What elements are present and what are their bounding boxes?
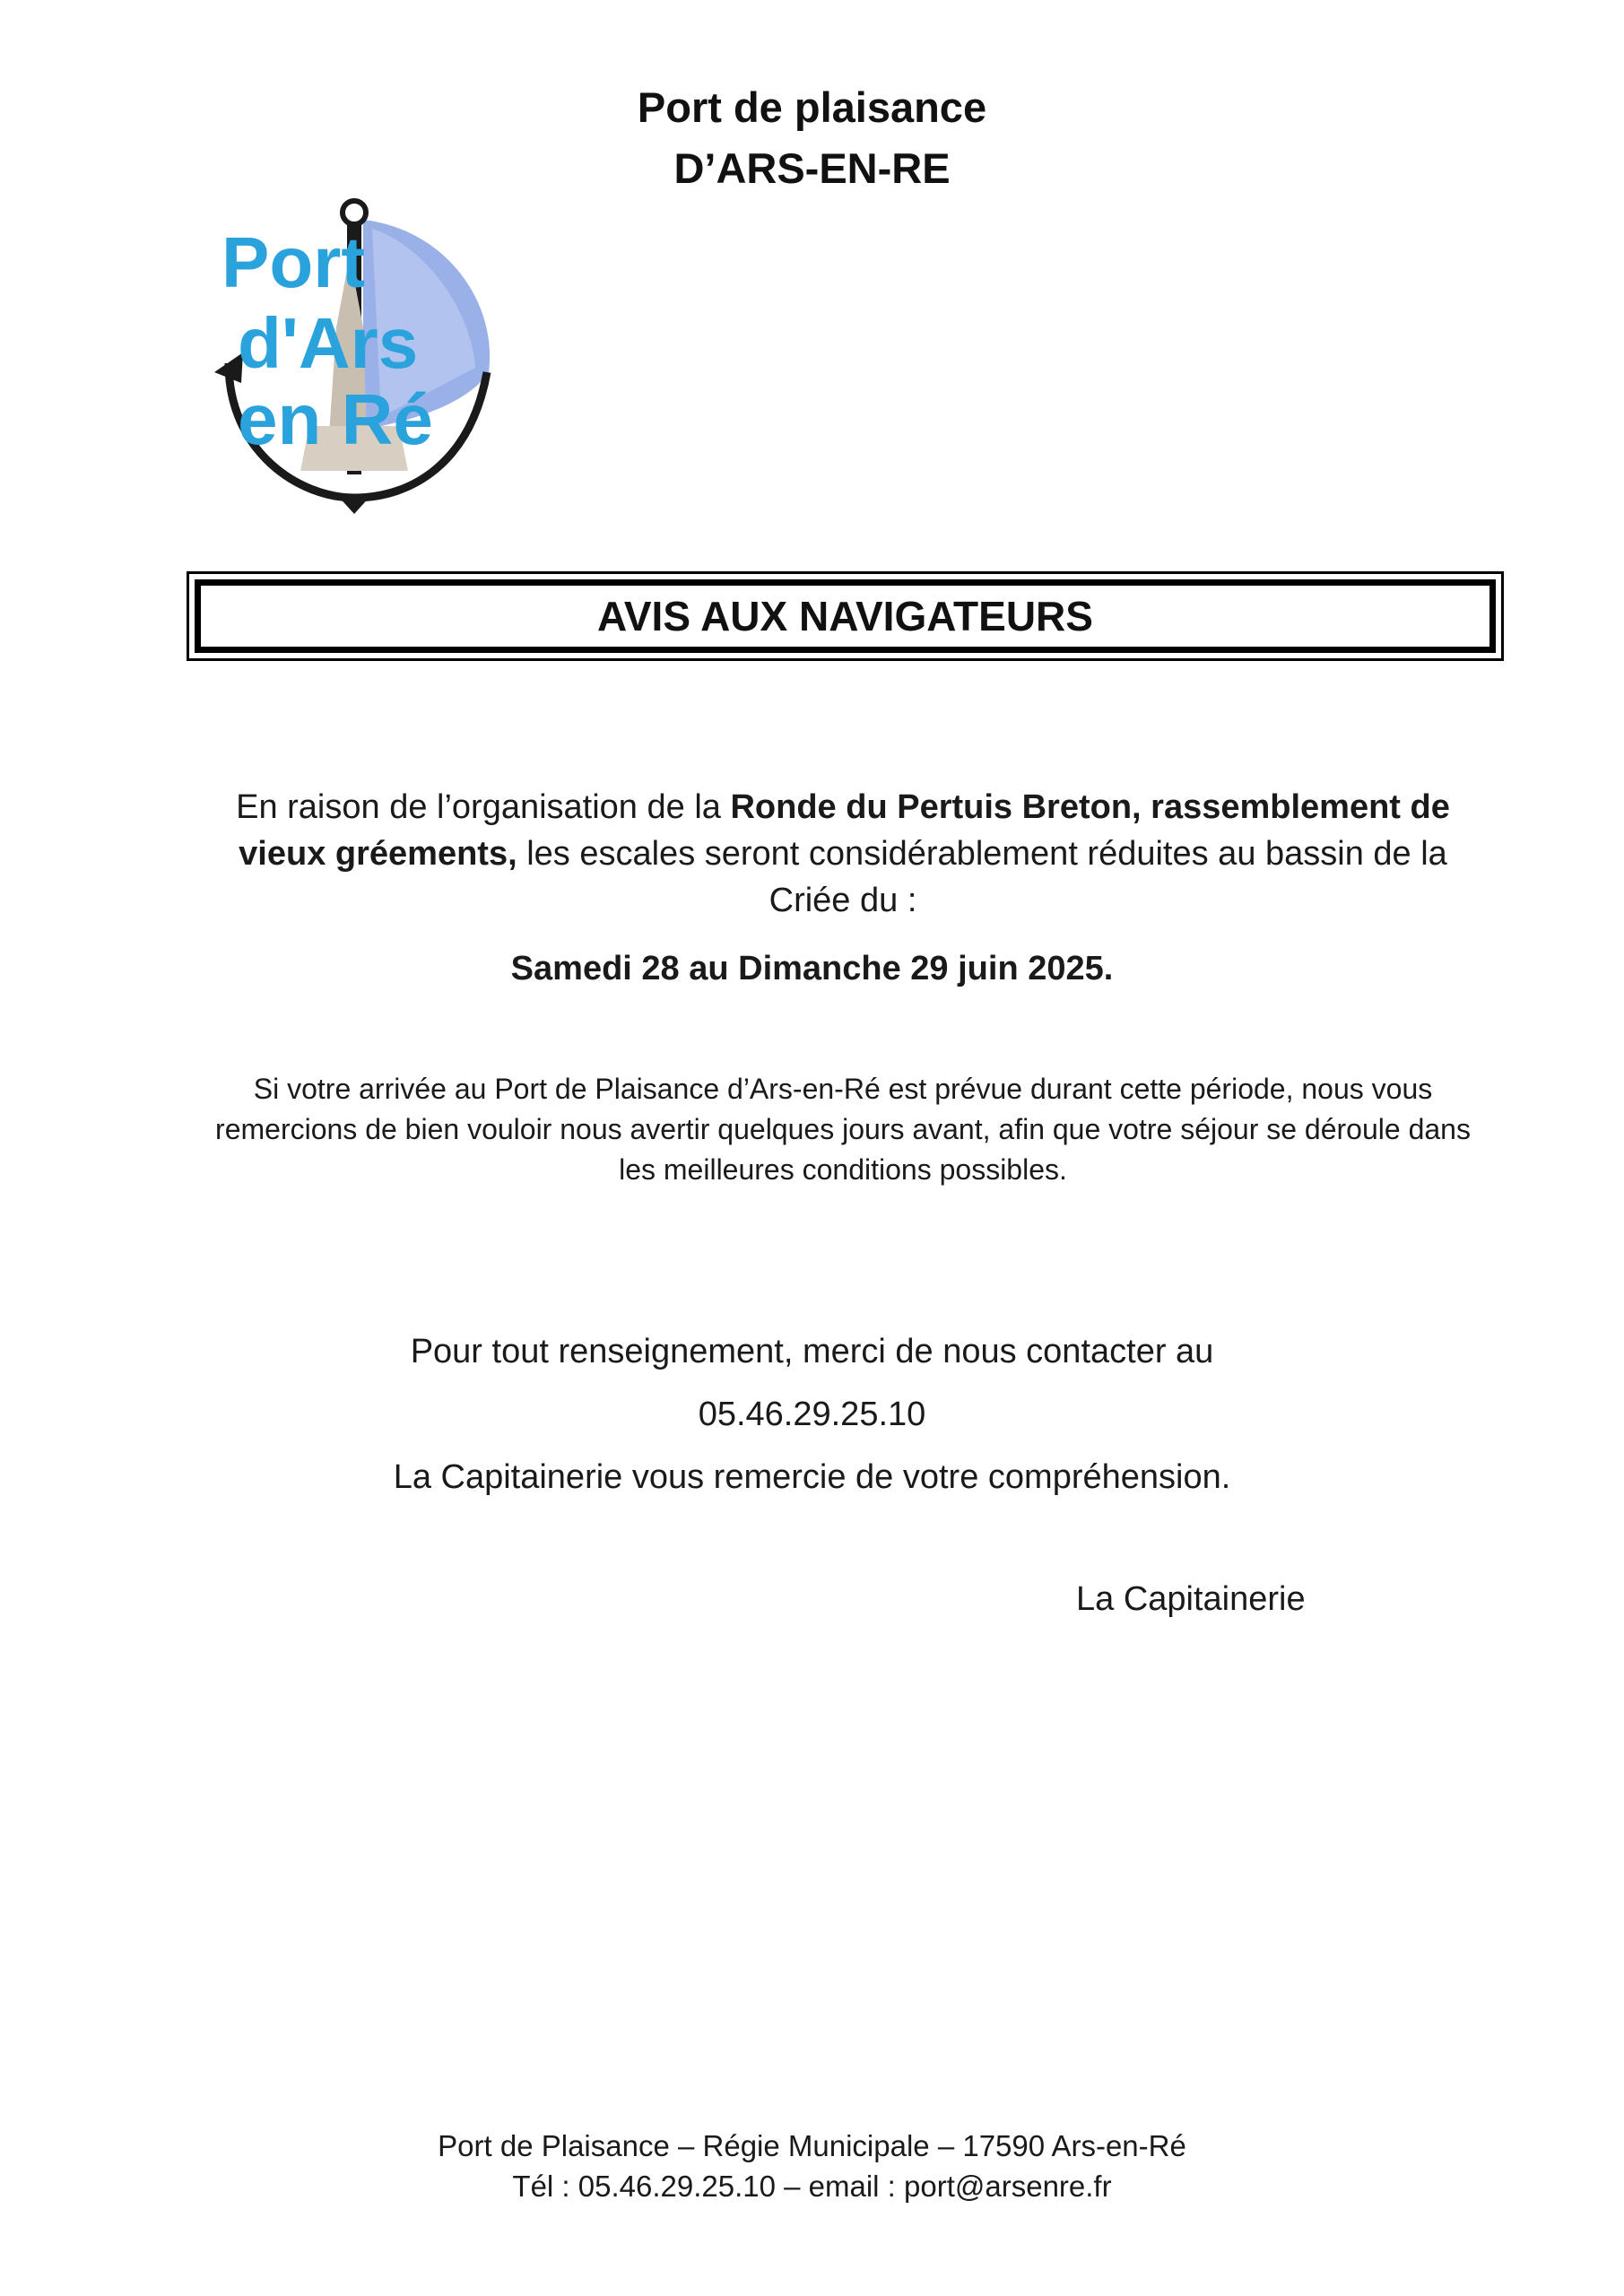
page-title	[0, 77, 1624, 199]
contact-block	[0, 1320, 1624, 1509]
intro-text-part-1: En raison de l’organisation de la	[236, 788, 731, 826]
anchor-ring-icon	[343, 201, 366, 224]
footer-contact: Tél : 05.46.29.25.10 – email : port@arsenre.fr	[512, 2170, 1112, 2203]
title-line-2: D’ARS-EN-RE	[673, 144, 951, 192]
footer	[0, 2126, 1624, 2206]
logo-text-line-1: Port	[221, 222, 365, 302]
logo-text-line-2: d'Ars	[238, 303, 419, 383]
arrival-paragraph: Si votre arrivée au Port de Plaisance d’Ars-en-Ré est prévue durant cette période, nous vous remercions de bien vouloir nous avertir quelques jours avant, afin que votre séjour se déroule dans les meilleures conditions possibles.	[215, 1073, 1471, 1186]
event-dates: Samedi 28 au Dimanche 29 juin 2025.	[510, 950, 1114, 987]
thanks-line: La Capitainerie vous remercie de votre compréhension.	[393, 1458, 1231, 1496]
footer-address: Port de Plaisance – Régie Municipale – 17590 Ars-en-Ré	[438, 2129, 1186, 2162]
intro-event-name: Ronde du Pertuis Breton, rassemblement de vieux gréements,	[239, 788, 1450, 873]
contact-line: Pour tout renseignement, merci de nous contacter au	[410, 1333, 1214, 1370]
signature: La Capitainerie	[1076, 1580, 1306, 1618]
notice-title: AVIS AUX NAVIGATEURS	[195, 579, 1496, 653]
port-logo	[202, 193, 525, 516]
intro-text-part-2: les escales seront considérablement réduites au bassin de la Criée du :	[517, 835, 1447, 919]
intro-paragraph	[206, 784, 1480, 924]
logo-text-line-3: en Ré	[238, 379, 433, 459]
title-line-1: Port de plaisance	[637, 83, 987, 131]
notice-banner	[187, 571, 1504, 661]
contact-phone: 05.46.29.25.10	[698, 1396, 926, 1433]
anchor-sail-logo-icon	[202, 193, 525, 516]
